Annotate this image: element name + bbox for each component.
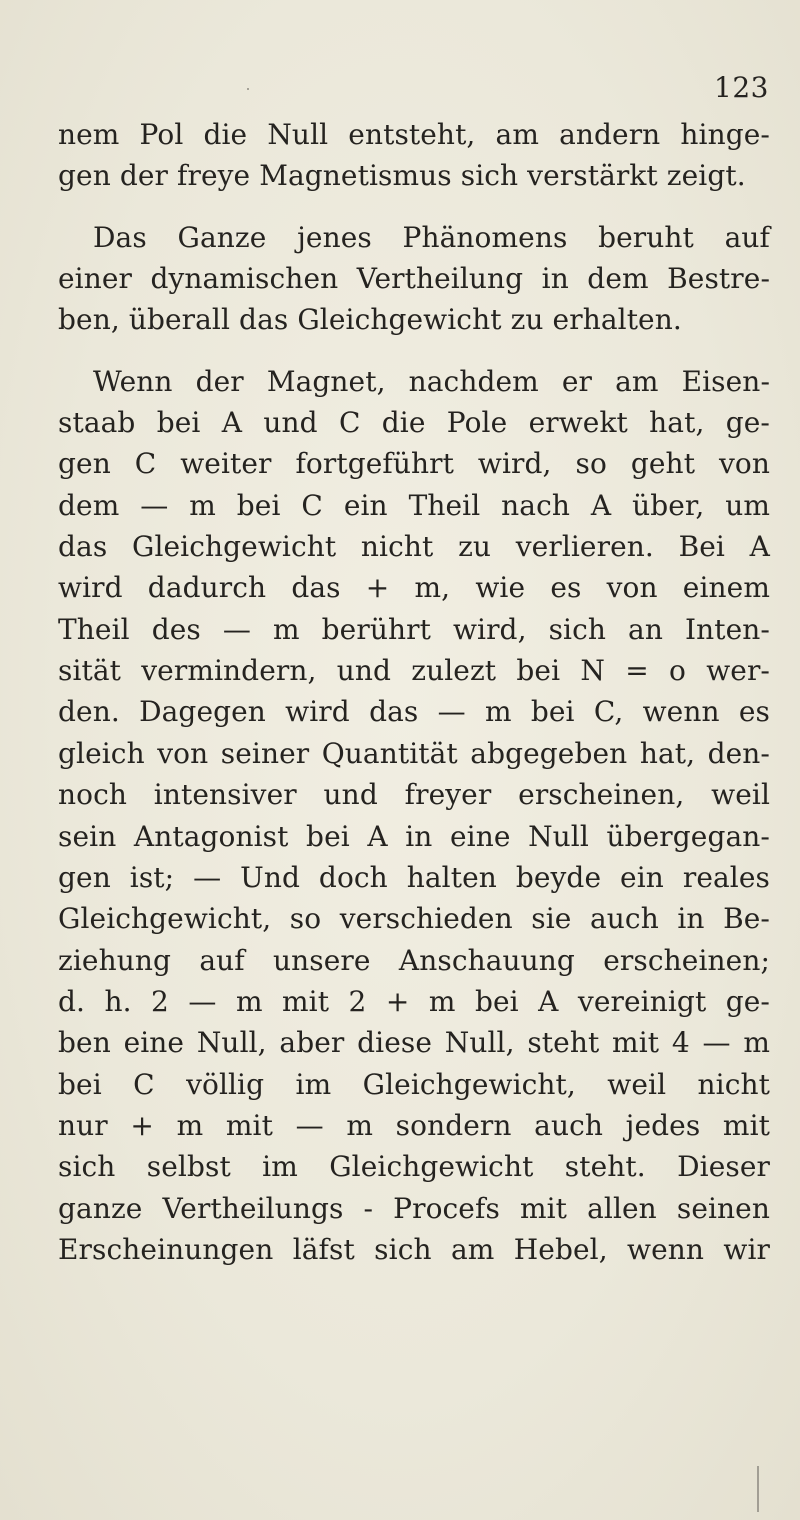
text-line: Theil des — m berührt wird, sich an Inten- [58,612,770,646]
text-line: gen der freye Magnetismus sich verstärkt zeigt. [58,159,746,193]
text-line: ben eine Null, aber diese Null, steht mit 4 — m [58,1026,770,1060]
paragraph-gap [58,341,770,361]
paragraph-2 [58,217,770,341]
paper-blemish [757,1466,759,1512]
text-line: sich selbst im Gleichgewicht steht. Dieser [58,1150,770,1184]
paper-blemish [247,88,249,90]
text-line: den. Dagegen wird das — m bei C, wenn es [58,695,770,729]
text-line: nem Pol die Null entsteht, am andern hinge- [58,118,770,151]
paragraph-3 [58,361,770,1271]
text-line: dem — m bei C ein Theil nach A über, um [58,488,770,522]
page-number: 123 [714,71,769,104]
text-line: Das Ganze jenes Phänomens beruht auf [93,220,770,254]
text-line: einer dynamischen Vertheilung in dem Bestre- [58,262,770,296]
text-line: das Gleichgewicht nicht zu verlieren. Bei A [58,530,770,564]
text-line: nur + m mit — m sondern auch jedes mit [58,1108,770,1142]
text-line: gleich von seiner Quantität abgegeben hat, den- [58,736,770,770]
text-line: wird dadurch das + m, wie es von einem [58,571,770,605]
text-line: ganze Vertheilungs - Procefs mit allen seinen [58,1191,770,1225]
text-line: sein Antagonist bei A in eine Null übergegan- [58,819,770,853]
text-line: gen C weiter fortgeführt wird, so geht von [58,447,770,481]
text-line: d. h. 2 — m mit 2 + m bei A vereinigt ge- [58,984,770,1018]
text-line: ben, überall das Gleichgewicht zu erhalten. [58,303,682,337]
text-line: staab bei A und C die Pole erwekt hat, ge- [58,406,770,440]
paragraph-gap [58,197,770,217]
text-line: bei C völlig im Gleichgewicht, weil nicht [58,1067,770,1101]
text-line: sität vermindern, und zulezt bei N = o wer- [58,654,770,688]
body-text [58,114,770,1270]
text-line: Gleichgewicht, so verschieden sie auch in Be- [58,902,770,936]
text-line: Erscheinungen läfst sich am Hebel, wenn wir [58,1232,770,1266]
paragraph-1 [58,114,770,197]
text-line: Wenn der Magnet, nachdem er am Eisen- [93,364,770,398]
text-line: noch intensiver und freyer erscheinen, weil [58,778,770,812]
text-line: ziehung auf unsere Anschauung erscheinen; [58,943,770,977]
text-line: gen ist; — Und doch halten beyde ein reales [58,860,770,894]
